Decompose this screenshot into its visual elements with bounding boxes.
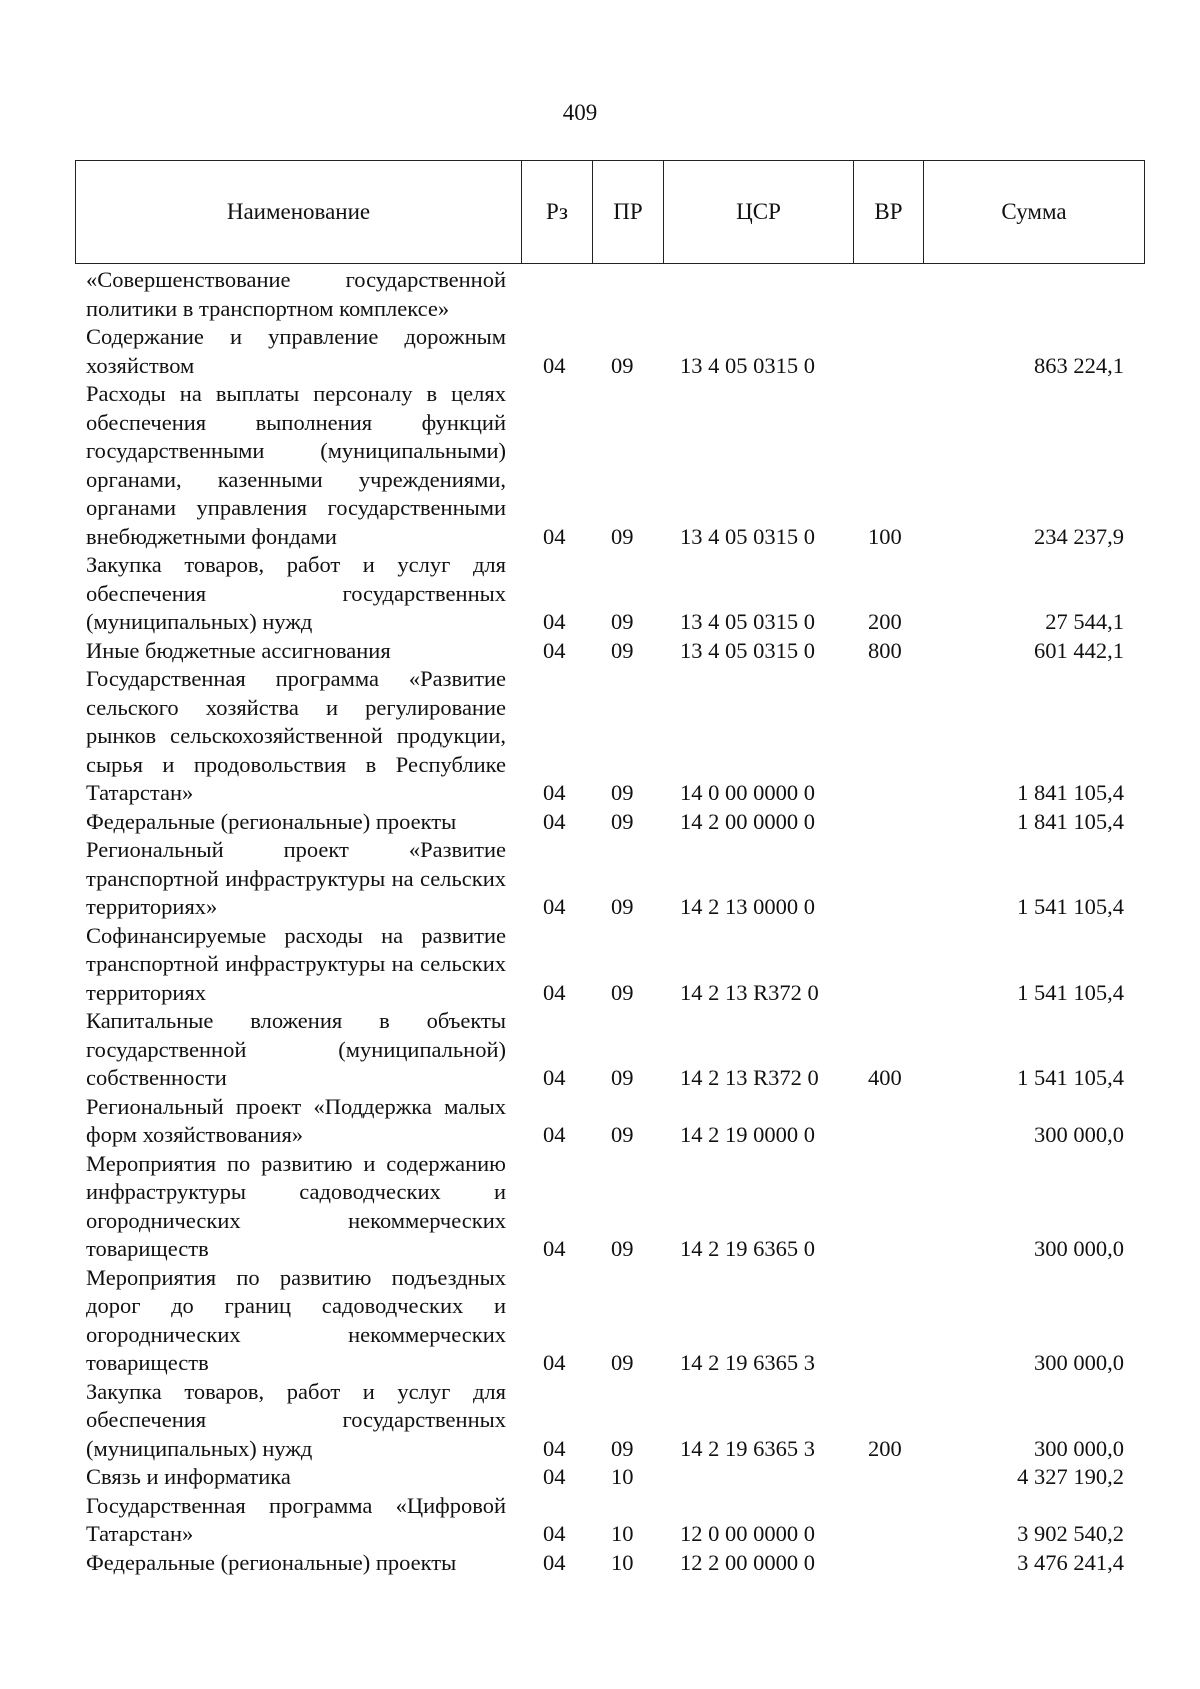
row-csr: 14 2 13 R372 0 (680, 1065, 819, 1090)
row-sum: 863 224,1 (1034, 352, 1124, 378)
row-sum: 234 237,9 (1034, 523, 1124, 549)
table-row (0, 1150, 1200, 1264)
row-csr: 13 4 05 0315 0 (680, 609, 815, 634)
table-header (75, 160, 1145, 264)
row-csr: 14 2 19 6365 3 (680, 1435, 815, 1461)
row-sum: 1 541 105,4 (1017, 979, 1124, 1005)
row-name: Государственная программа «Цифровой Татарстан» (86, 1492, 506, 1546)
row-vr: 100 (868, 523, 902, 549)
row-csr: 14 2 13 0000 0 (680, 894, 815, 919)
row-vr: 800 (868, 637, 902, 663)
table-row (0, 665, 1200, 808)
row-name: Расходы на выплаты персоналу в целях обеспечения выполнения функций государственными (муниципальными) органами, казенными учреждениями, органами управления государственными внебюджетными фондами (86, 381, 506, 549)
row-csr: 14 0 00 0000 0 (680, 780, 815, 805)
row-csr: 12 0 00 0000 0 (680, 1521, 815, 1546)
row-vr: 200 (868, 1435, 902, 1461)
row-rz: 04 (543, 894, 566, 919)
row-pr: 09 (611, 352, 634, 378)
row-pr: 09 (611, 609, 634, 634)
row-sum: 4 327 190,2 (1017, 1464, 1124, 1489)
row-sum: 1 541 105,4 (1017, 1065, 1124, 1090)
row-rz: 04 (543, 523, 566, 549)
row-name: Федеральные (региональные) проекты (86, 1549, 457, 1575)
header-sum: Сумма (1001, 199, 1067, 224)
row-pr: 10 (611, 1549, 634, 1575)
row-rz: 04 (543, 808, 566, 834)
row-name: Мероприятия по развитию подъездных дорог до границ садоводческих и огороднических некоммерческих товариществ (86, 1264, 506, 1375)
row-sum: 27 544,1 (1045, 609, 1124, 634)
row-csr: 14 2 00 0000 0 (680, 808, 815, 834)
row-sum: 1 841 105,4 (1017, 780, 1124, 805)
table-row (0, 1378, 1200, 1464)
table-row (0, 1463, 1200, 1492)
row-pr: 09 (611, 523, 634, 549)
table-row (0, 551, 1200, 637)
header-csr: ЦСР (664, 161, 854, 263)
row-sum: 300 000,0 (1034, 1236, 1124, 1261)
row-rz: 04 (543, 979, 566, 1005)
row-pr: 09 (611, 637, 634, 663)
table-row (0, 380, 1200, 551)
row-pr: 10 (611, 1464, 634, 1489)
table-row (0, 1549, 1200, 1578)
row-csr: 14 2 19 0000 0 (680, 1122, 815, 1147)
row-name: Региональный проект «Поддержка малых форм хозяйствования» (86, 1093, 506, 1147)
row-pr: 09 (611, 1236, 634, 1261)
row-rz: 04 (543, 609, 566, 634)
row-pr: 09 (611, 1435, 634, 1461)
row-csr: 12 2 00 0000 0 (680, 1549, 815, 1575)
row-pr: 09 (611, 1065, 634, 1090)
row-rz: 04 (543, 1122, 566, 1147)
row-pr: 09 (611, 1122, 634, 1147)
row-rz: 04 (543, 780, 566, 805)
row-sum: 300 000,0 (1034, 1122, 1124, 1147)
row-name: Связь и информатика (86, 1464, 291, 1489)
row-name: Содержание и управление дорожным хозяйством (86, 324, 506, 378)
row-name: Региональный проект «Развитие транспортной инфраструктуры на сельских территориях» (86, 837, 506, 919)
row-sum: 3 476 241,4 (1017, 1549, 1124, 1575)
row-pr: 09 (611, 780, 634, 805)
table-row (0, 836, 1200, 922)
row-sum: 1 841 105,4 (1017, 808, 1124, 834)
page-number: 409 (562, 100, 598, 125)
row-pr: 09 (611, 894, 634, 919)
table-row (0, 637, 1200, 666)
row-name: Закупка товаров, работ и услуг для обеспечения государственных (муниципальных) нужд (86, 552, 506, 634)
row-csr: 13 4 05 0315 0 (680, 523, 815, 549)
table-row (0, 922, 1200, 1008)
row-pr: 09 (611, 808, 634, 834)
row-pr: 09 (611, 1350, 634, 1375)
row-csr: 14 2 19 6365 0 (680, 1236, 815, 1261)
row-pr: 10 (611, 1521, 634, 1546)
row-name: Мероприятия по развитию и содержанию инфраструктуры садоводческих и огороднических некоммерческих товариществ (86, 1150, 506, 1261)
row-name: «Совершенствование государственной политики в транспортном комплексе» (86, 267, 506, 321)
header-rz: Рз (522, 161, 593, 263)
row-csr: 13 4 05 0315 0 (680, 637, 815, 663)
row-name: Софинансируемые расходы на развитие транспортной инфраструктуры на сельских территориях (86, 922, 506, 1005)
row-csr: 13 4 05 0315 0 (680, 352, 815, 378)
table-row (0, 323, 1200, 380)
row-sum: 3 902 540,2 (1017, 1521, 1124, 1546)
row-vr: 400 (868, 1065, 902, 1090)
header-name: Наименование (76, 161, 522, 263)
table-row (0, 1264, 1200, 1378)
row-csr: 14 2 13 R372 0 (680, 979, 819, 1005)
row-name: Иные бюджетные ассигнования (86, 637, 391, 663)
table-row (0, 1007, 1200, 1093)
row-csr: 14 2 19 6365 3 (680, 1350, 815, 1375)
header-pr: ПР (593, 161, 664, 263)
row-rz: 04 (543, 1521, 566, 1546)
row-rz: 04 (543, 1549, 566, 1575)
row-name: Государственная программа «Развитие сельского хозяйства и регулирование рынков сельскохозяйственной продукции, сырья и продовольствия в Республике Татарстан» (86, 666, 506, 805)
table-row (0, 808, 1200, 837)
row-sum: 601 442,1 (1034, 637, 1124, 663)
row-rz: 04 (543, 1435, 566, 1461)
row-rz: 04 (543, 1350, 566, 1375)
table-body (0, 266, 1200, 1577)
table-row (0, 1492, 1200, 1549)
row-name: Федеральные (региональные) проекты (86, 808, 457, 834)
row-name: Капитальные вложения в объекты государственной (муниципальной) собственности (86, 1008, 506, 1090)
row-rz: 04 (543, 1236, 566, 1261)
row-sum: 1 541 105,4 (1017, 894, 1124, 919)
row-name: Закупка товаров, работ и услуг для обеспечения государственных (муниципальных) нужд (86, 1378, 506, 1461)
row-vr: 200 (868, 609, 902, 634)
table-row (0, 1093, 1200, 1150)
row-sum: 300 000,0 (1034, 1435, 1124, 1461)
header-vr: ВР (854, 161, 924, 263)
table-row (0, 266, 1200, 323)
row-rz: 04 (543, 1065, 566, 1090)
row-rz: 04 (543, 352, 566, 378)
row-sum: 300 000,0 (1034, 1350, 1124, 1375)
row-rz: 04 (543, 1464, 566, 1489)
row-pr: 09 (611, 979, 634, 1005)
row-rz: 04 (543, 637, 566, 663)
